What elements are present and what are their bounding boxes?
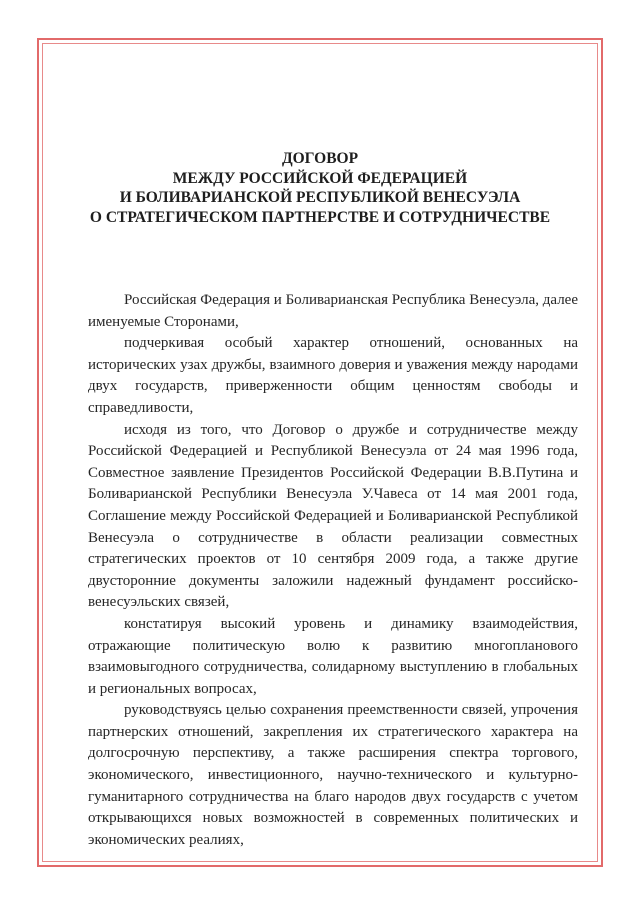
paragraph-proceeding: исходя из того, что Договор о дружбе и сотрудничестве между Российской Федерацией и Республикой Венесуэла от 24 мая 1996 года, Совместное заявление Президентов Российской Федерации В.В.Путина и Боливарианской Республики Венесуэла У.Чавеса от 14 мая 2001 года, Соглашение между Российской Федерацией и Боливарианской Республикой Венесуэла о сотрудничестве в области реализации совместных стратегических проектов от 10 сентября 2009 года, а также другие двусторонние документы заложили надежный фундамент российско-венесуэльских связей, bbox=[88, 421, 578, 611]
title-line-2: МЕЖДУ РОССИЙСКОЙ ФЕДЕРАЦИЕЙ bbox=[172, 169, 468, 187]
title-line-4: О СТРАТЕГИЧЕСКОМ ПАРТНЕРСТВЕ И СОТРУДНИЧЕСТВЕ bbox=[89, 208, 551, 226]
title-line-3: И БОЛИВАРИАНСКОЙ РЕСПУБЛИКОЙ ВЕНЕСУЭЛА bbox=[119, 189, 521, 206]
paragraph-emphasizing: подчеркивая особый характер отношений, основанных на исторических узах дружбы, взаимного доверия и уважения между народами двух государств, приверженности общим ценностям свободы и справедливости, bbox=[88, 335, 578, 416]
document-title bbox=[60, 149, 580, 227]
paragraph-stating: констатируя высокий уровень и динамику взаимодействия, отражающие политическую волю к развитию многопланового взаимовыгодного сотрудничества, солидарному выступлению в глобальных и региональных вопросах, bbox=[88, 615, 578, 697]
document-body bbox=[88, 290, 578, 851]
paragraph-parties: Российская Федерация и Боливарианская Республика Венесуэла, далее именуемые Сторонами, bbox=[88, 292, 578, 330]
paragraph-guided: руководствуясь целью сохранения преемственности связей, упрочения партнерских отношений, закрепления их стратегического характера на долгосрочную перспективу, а также расширения спектра торгового, экономического, инвестиционного, научно-технического и культурно-гуманитарного сотрудничества на благо народов двух государств с учетом открывающихся новых возможностей в современных политических и экономических реалиях, bbox=[88, 702, 578, 848]
title-line-1: ДОГОВОР bbox=[281, 150, 359, 167]
